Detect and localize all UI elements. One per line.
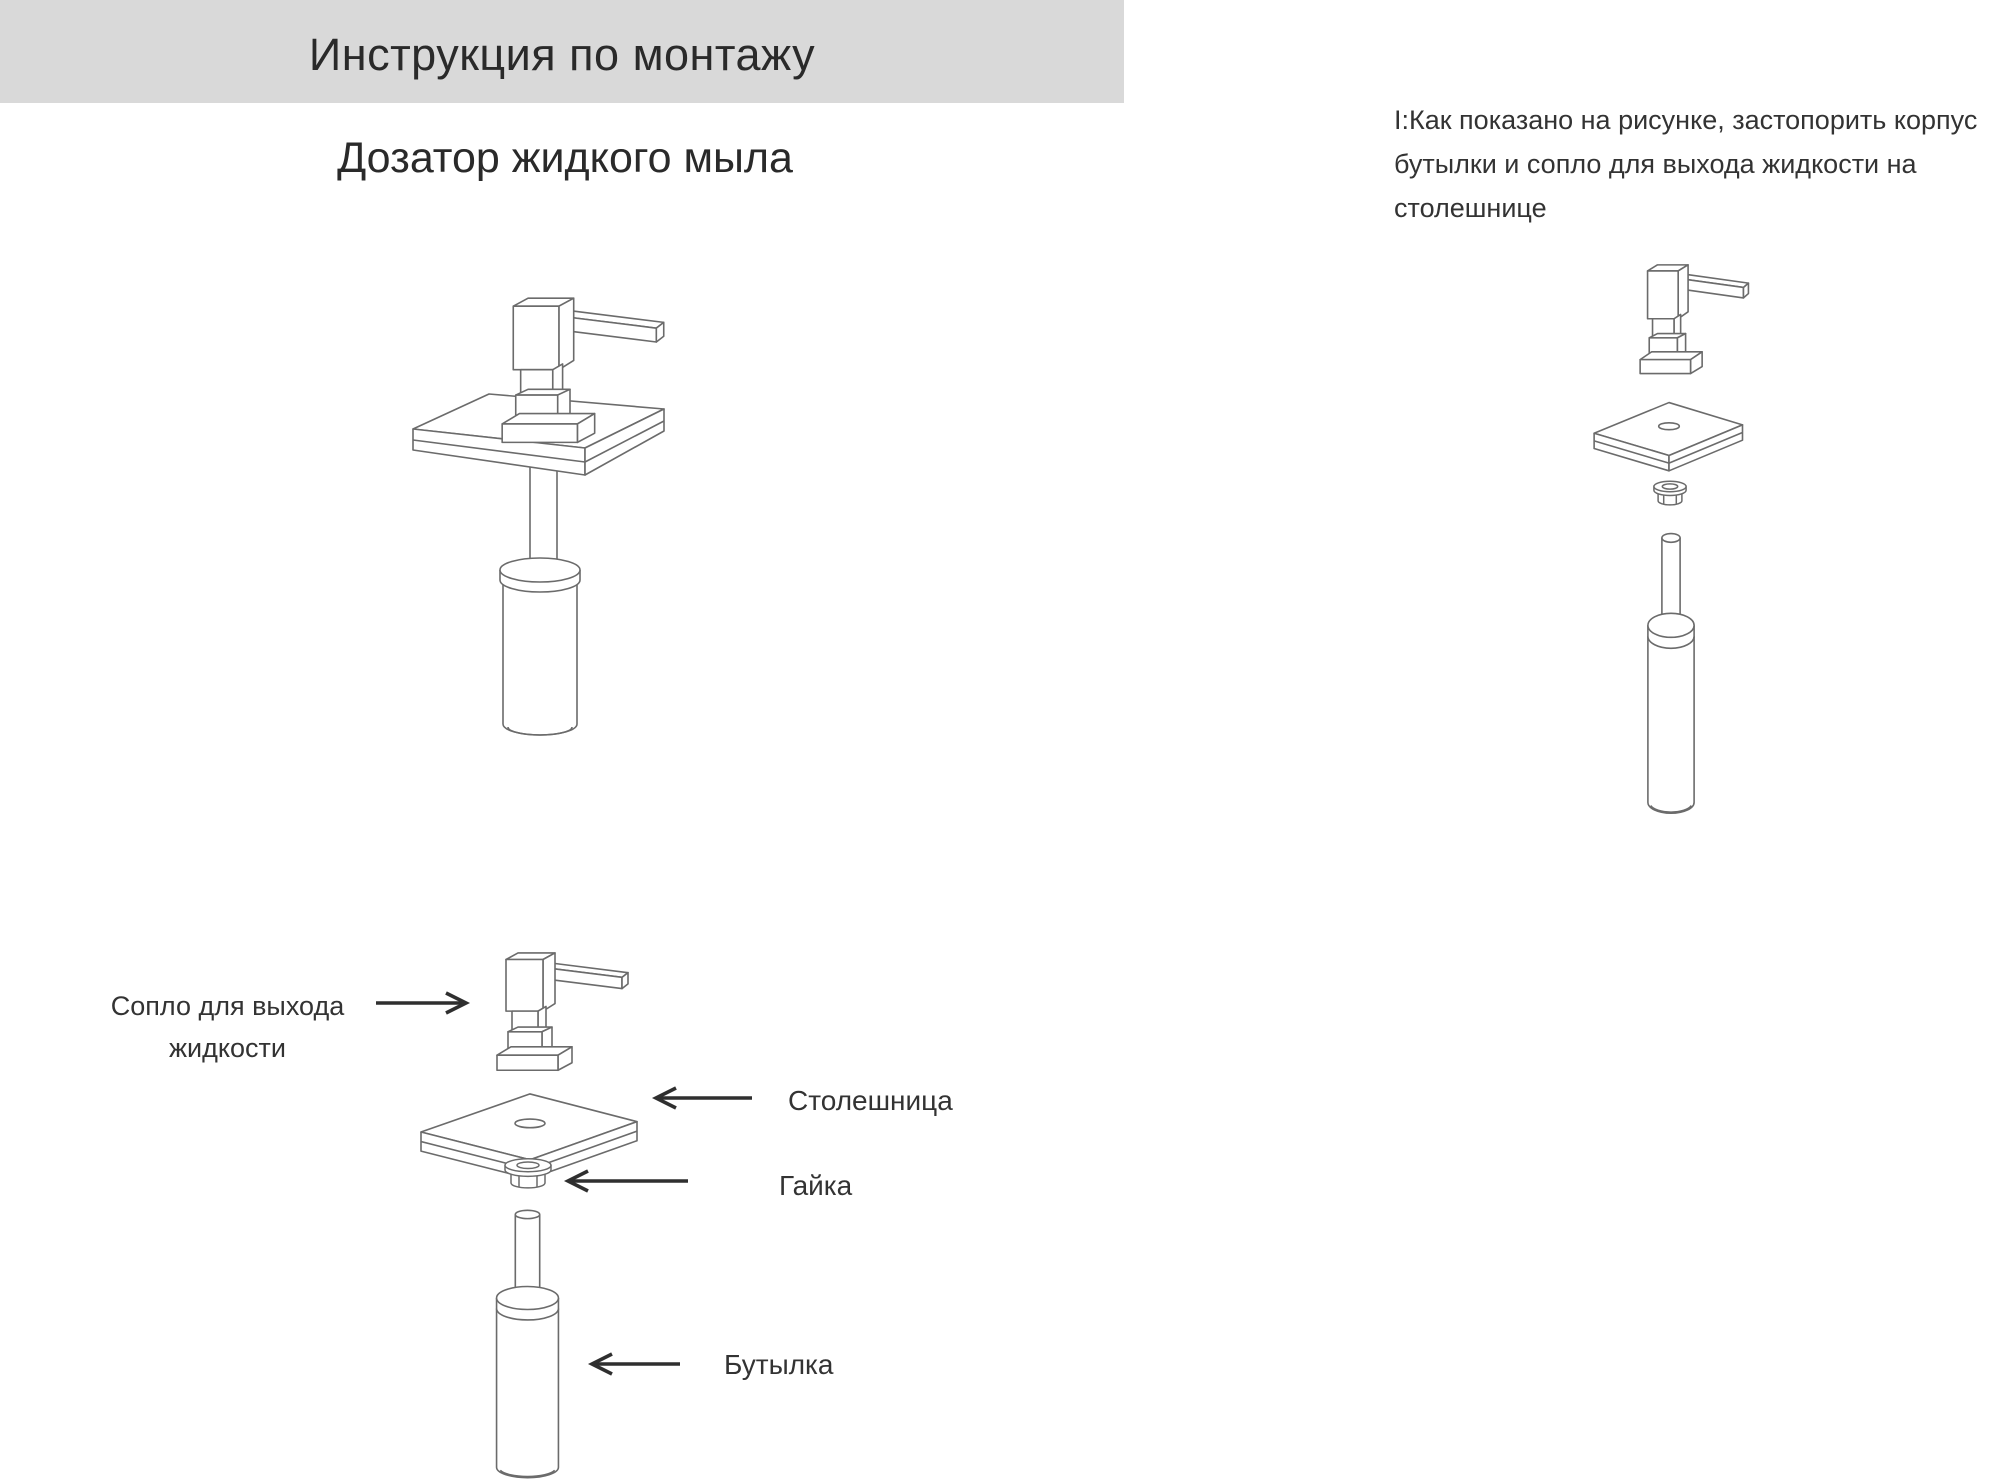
pump-head-drawing bbox=[492, 952, 642, 1074]
bottle-label: Бутылка bbox=[724, 1349, 834, 1380]
nozzle-label bbox=[85, 985, 370, 1069]
nut-arrow-icon bbox=[560, 1167, 692, 1195]
nozzle-arrow-icon bbox=[374, 988, 474, 1018]
mounting-nut-drawing-right bbox=[1649, 479, 1691, 509]
step1-line: I:Как показано на рисунке, застопорить корпус bbox=[1394, 105, 1978, 135]
bottle-arrow-icon bbox=[584, 1350, 684, 1378]
page-title: Инструкция по монтажу bbox=[308, 29, 816, 80]
countertop-arrow-icon bbox=[646, 1084, 756, 1112]
header-bar bbox=[0, 0, 1124, 103]
step1-paragraph bbox=[1394, 98, 1994, 230]
step1-line: бутылки и сопло для выхода жидкости на bbox=[1394, 149, 1917, 179]
pump-head-drawing-right bbox=[1636, 264, 1760, 377]
assembled-dispenser-drawing bbox=[395, 275, 715, 755]
countertop-label: Столешница bbox=[788, 1085, 953, 1116]
bottle-drawing bbox=[490, 1204, 565, 1483]
nozzle-label-line: Сопло для выхода bbox=[110, 991, 345, 1021]
nozzle-label-line: жидкости bbox=[169, 1033, 286, 1063]
product-subtitle: Дозатор жидкого мыла bbox=[337, 134, 793, 182]
mounting-nut-drawing bbox=[498, 1156, 558, 1193]
nut-label: Гайка bbox=[779, 1170, 853, 1201]
step1-line: столешнице bbox=[1394, 193, 1547, 223]
bottle-drawing-right bbox=[1643, 527, 1699, 822]
countertop-plate-drawing-right bbox=[1590, 397, 1748, 475]
